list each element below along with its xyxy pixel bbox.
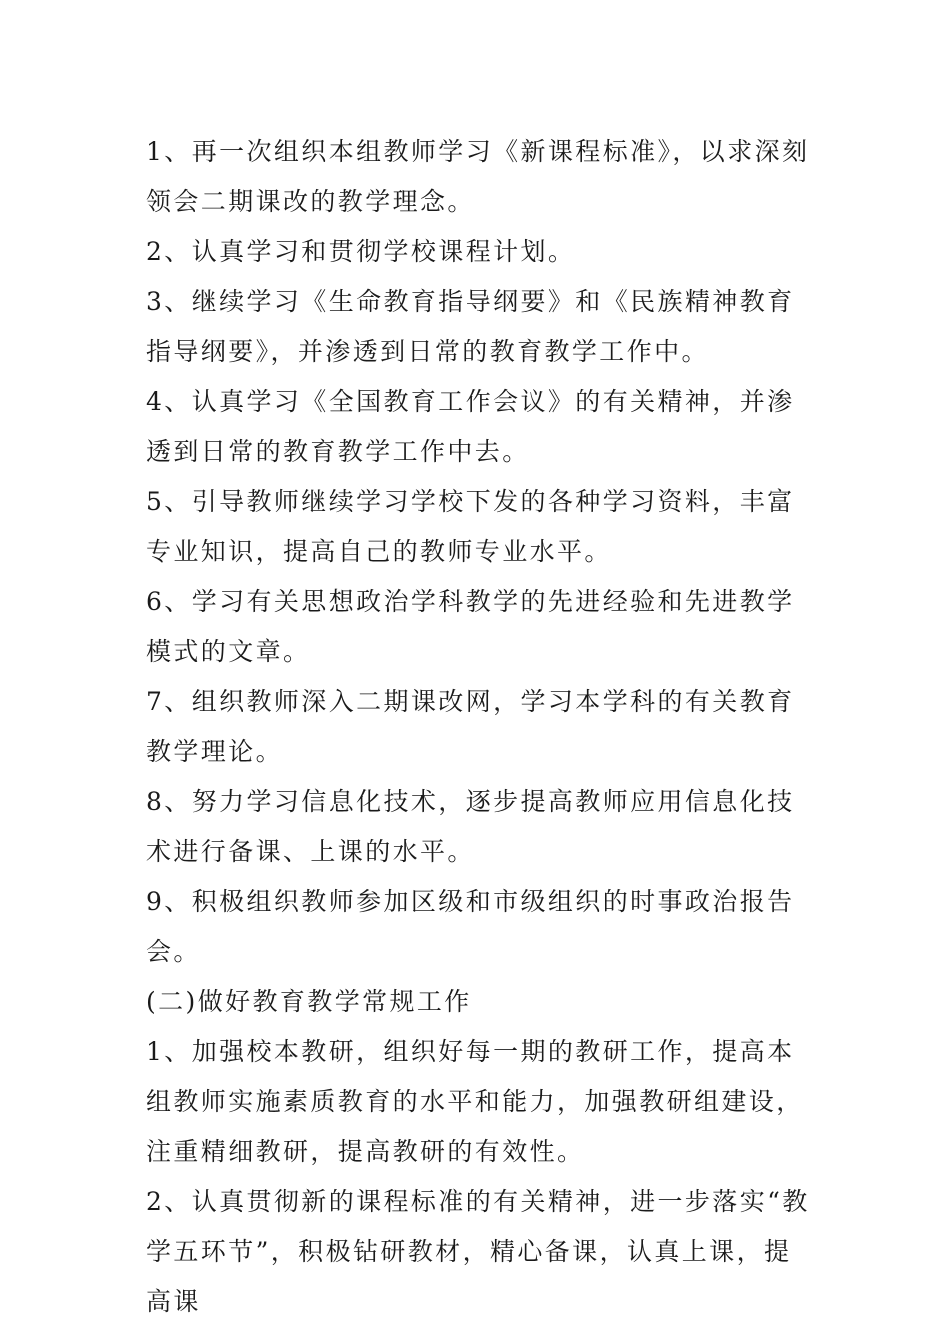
document-body bbox=[146, 127, 810, 1327]
paragraph-10: 1、加强校本教研，组织好每一期的教研工作，提高本组教师实施素质教育的水平和能力，加强教研组建设，注重精细教研，提高教研的有效性。 bbox=[146, 1037, 804, 1166]
paragraph-1: 1、再一次组织本组教师学习《新课程标准》，以求深刻领会二期课改的教学理念。 bbox=[146, 137, 810, 216]
paragraph-2: 2、认真学习和贯彻学校课程计划。 bbox=[146, 237, 576, 266]
paragraph-11: 2、认真贯彻新的课程标准的有关精神，进一步落实“教学五环节”，积极钻研教材，精心备课，认真上课，提高课 bbox=[146, 1187, 810, 1316]
paragraph-8: 8、努力学习信息化技术，逐步提高教师应用信息化技术进行备课、上课的水平。 bbox=[146, 787, 795, 866]
paragraph-7: 7、组织教师深入二期课改网，学习本学科的有关教育教学理论。 bbox=[146, 687, 795, 766]
section-heading: (二)做好教育教学常规工作 bbox=[146, 987, 472, 1016]
paragraph-6: 6、学习有关思想政治学科教学的先进经验和先进教学模式的文章。 bbox=[146, 587, 795, 666]
paragraph-3: 3、继续学习《生命教育指导纲要》和《民族精神教育指导纲要》，并渗透到日常的教育教学工作中。 bbox=[146, 287, 795, 366]
paragraph-5: 5、引导教师继续学习学校下发的各种学习资料，丰富专业知识，提高自己的教师专业水平。 bbox=[146, 487, 795, 566]
paragraph-9: 9、积极组织教师参加区级和市级组织的时事政治报告会。 bbox=[146, 887, 795, 966]
paragraph-4: 4、认真学习《全国教育工作会议》的有关精神，并渗透到日常的教育教学工作中去。 bbox=[146, 387, 795, 466]
